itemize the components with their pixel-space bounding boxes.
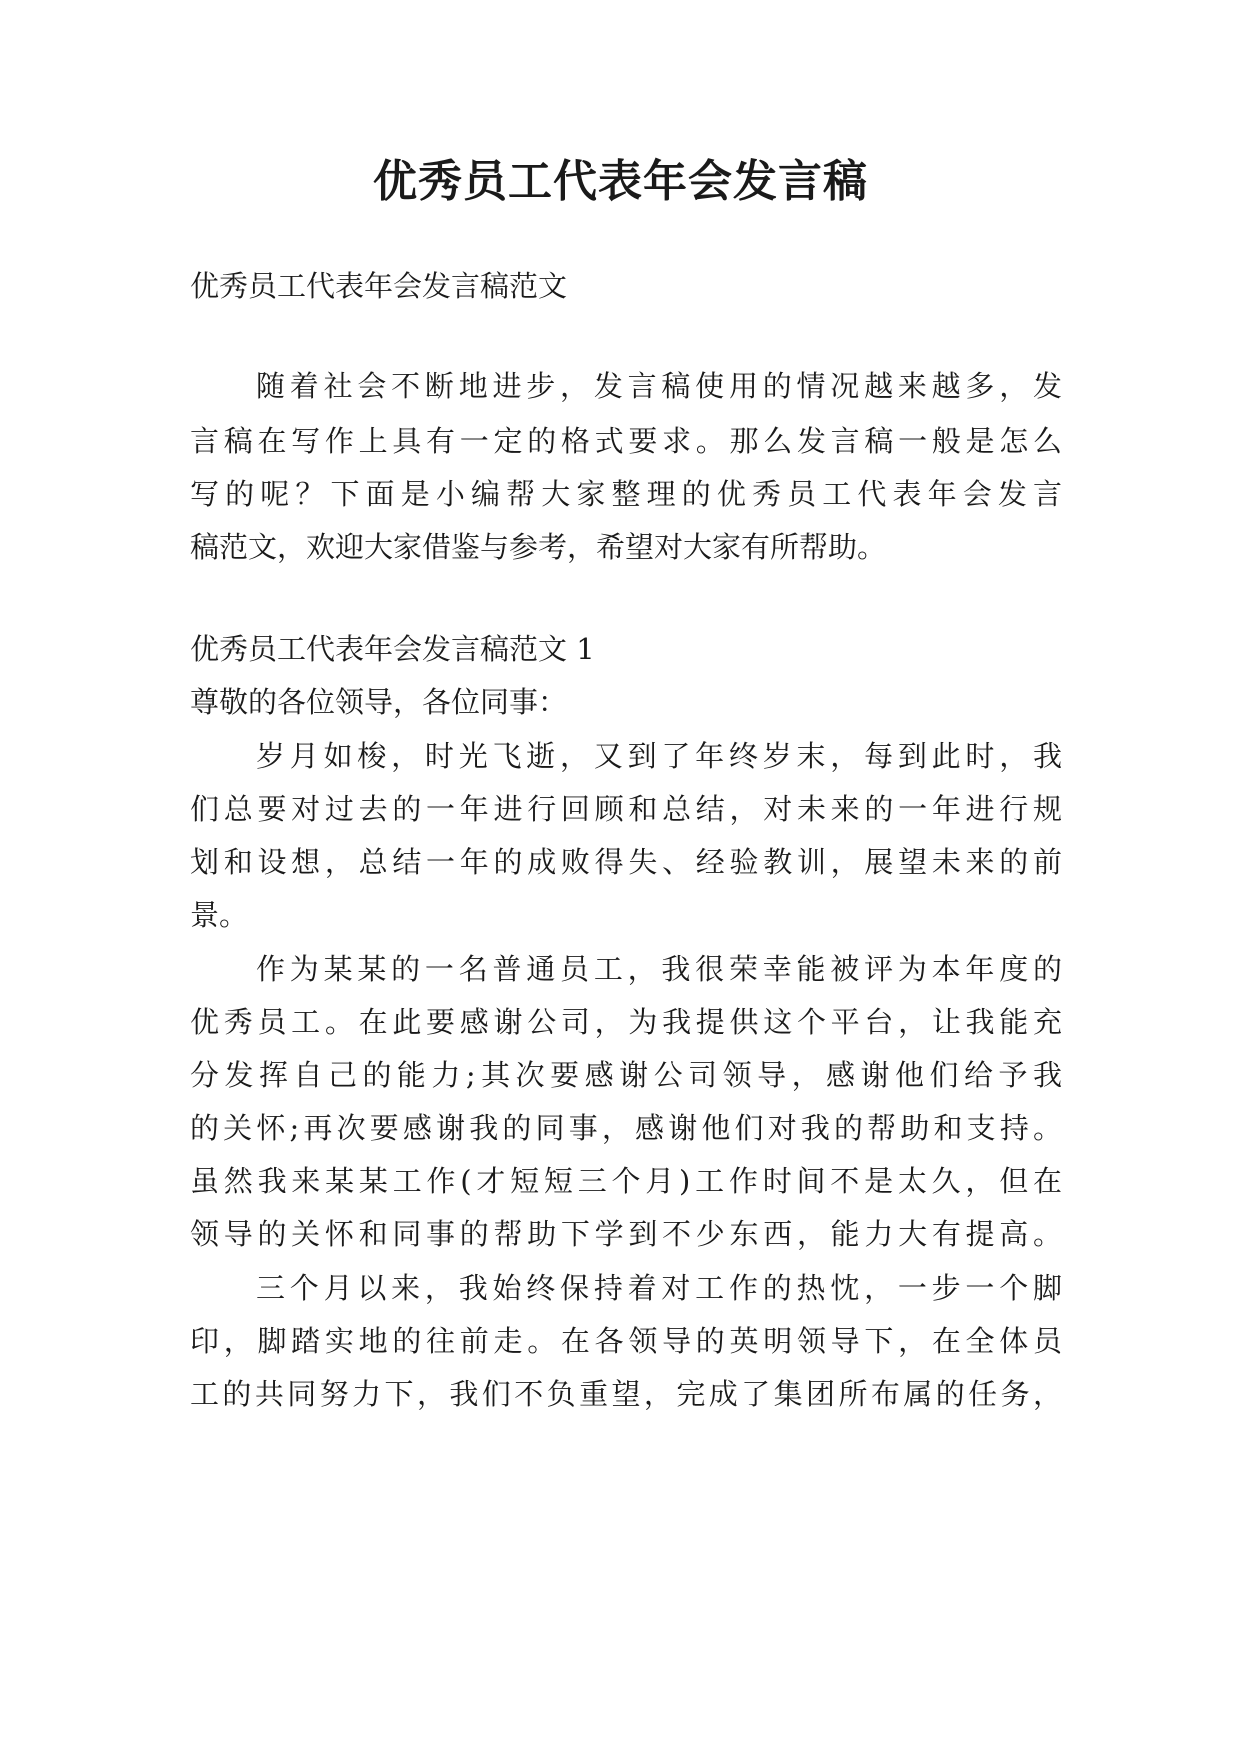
intro-line-1: 随着社会不断地进步，发言稿使用的情况越来越多，发 — [256, 369, 1062, 403]
para2-line-5: 虽然我来某某工作(才短短三个月)工作时间不是太久，但在 — [190, 1164, 1062, 1198]
para2-line-6: 领导的关怀和同事的帮助下学到不少东西，能力大有提高。 — [190, 1217, 1062, 1251]
para1-line-3: 划和设想，总结一年的成败得失、经验教训，展望未来的前 — [190, 845, 1062, 879]
salutation: 尊敬的各位领导，各位同事： — [190, 685, 568, 719]
para2-line-2: 优秀员工。在此要感谢公司，为我提供这个平台，让我能充 — [190, 1005, 1062, 1039]
para3-line-2: 印，脚踏实地的往前走。在各领导的英明领导下，在全体员 — [190, 1324, 1062, 1358]
para1-line-1: 岁月如梭，时光飞逝，又到了年终岁末，每到此时，我 — [256, 739, 1062, 773]
intro-line-2: 言稿在写作上具有一定的格式要求。那么发言稿一般是怎么 — [190, 424, 1062, 458]
para1-line-2: 们总要对过去的一年进行回顾和总结，对未来的一年进行规 — [190, 792, 1062, 826]
para2-line-3: 分发挥自己的能力;其次要感谢公司领导，感谢他们给予我 — [190, 1058, 1062, 1092]
intro-line-4: 稿范文，欢迎大家借鉴与参考，希望对大家有所帮助。 — [190, 530, 887, 564]
intro-line-3: 写的呢？下面是小编帮大家整理的优秀员工代表年会发言 — [190, 477, 1062, 511]
section-heading: 优秀员工代表年会发言稿范文 1 — [190, 632, 595, 666]
para1-line-4: 景。 — [190, 898, 249, 932]
document-subtitle: 优秀员工代表年会发言稿范文 — [190, 269, 568, 303]
document-title: 优秀员工代表年会发言稿 — [373, 156, 868, 207]
para2-line-4: 的关怀;再次要感谢我的同事，感谢他们对我的帮助和支持。 — [190, 1111, 1062, 1145]
para3-line-1: 三个月以来，我始终保持着对工作的热忱，一步一个脚 — [256, 1271, 1062, 1305]
para3-line-3: 工的共同努力下，我们不负重望，完成了集团所布属的任务， — [190, 1377, 1062, 1411]
para2-line-1: 作为某某的一名普通员工，我很荣幸能被评为本年度的 — [256, 952, 1062, 986]
